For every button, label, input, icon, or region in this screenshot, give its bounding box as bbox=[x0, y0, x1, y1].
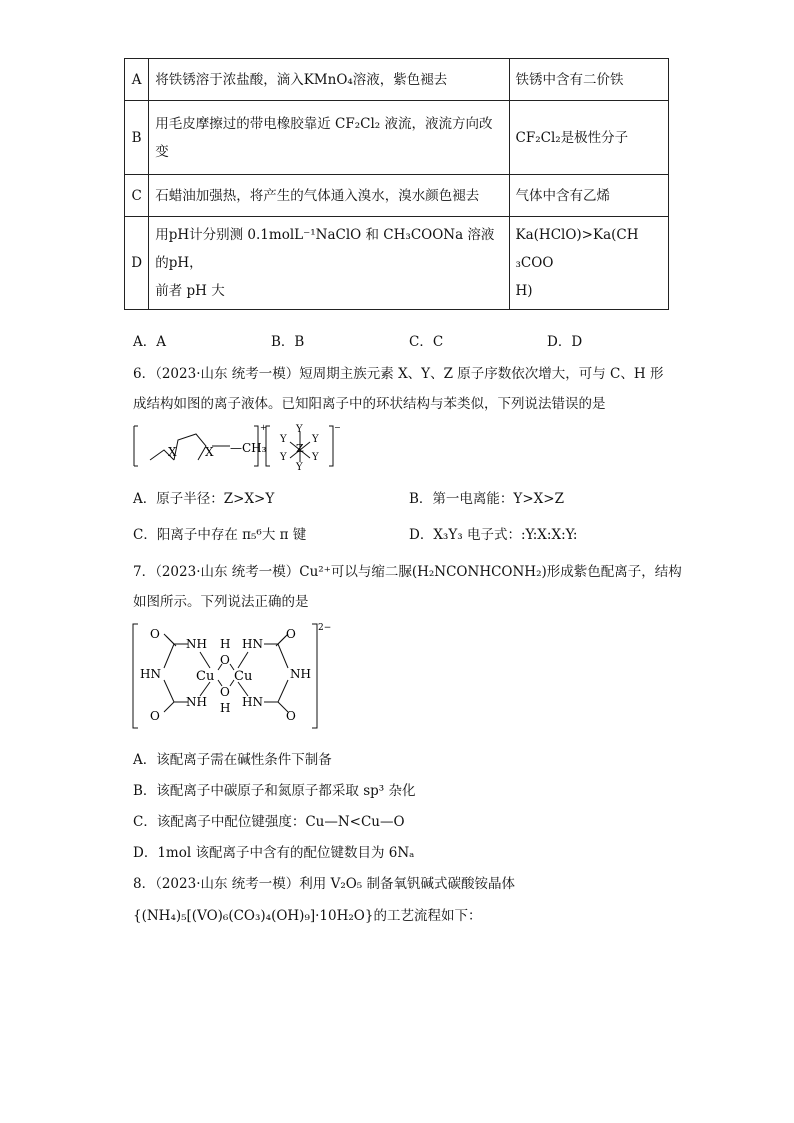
row-label: B bbox=[125, 101, 149, 175]
oxygen-atom: O bbox=[150, 627, 160, 641]
y-atom: Y bbox=[312, 434, 319, 445]
q8-stem-line1: 8．（2023·山东 统考一模）利用 V₂O₅ 制备氧钒碱式碳酸铵晶体 bbox=[133, 876, 516, 892]
conclusion-line: Ka(HClO)>Ka(CH ₃COO bbox=[515, 227, 639, 271]
experiment-line: 用pH计分别测 0.1molL⁻¹NaClO 和 CH₃COONa 溶液的pH， bbox=[155, 227, 495, 271]
x-atom: X bbox=[168, 445, 177, 459]
ionic-liquid-structure bbox=[130, 420, 340, 472]
experiment-cell: 将铁锈溶于浓盐酸，滴入KMnO₄溶液，紫色褪去 bbox=[149, 59, 509, 101]
complex-ion-structure bbox=[130, 620, 330, 732]
oxygen-atom: O bbox=[220, 685, 230, 699]
nh-group: NH bbox=[186, 637, 207, 651]
choice-c: C．C bbox=[409, 334, 444, 350]
q8-stem-line2: {(NH₄)₅[(VO)₆(CO₃)₄(OH)₉]·10H₂O}的工艺流程如下： bbox=[133, 908, 482, 924]
z-atom: Z bbox=[296, 442, 304, 455]
q7-stem-line2: 如图所示。下列说法正确的是 bbox=[133, 594, 309, 610]
q6-option-a: A．原子半径：Z>X>Y bbox=[133, 491, 275, 507]
experiment-line: 用毛皮摩擦过的带电橡胶靠近 CF₂Cl₂ 液流，液流方向改 bbox=[155, 115, 493, 132]
experiment-cell: 石蜡油加强热，将产生的气体通入溴水，溴水颜色褪去 bbox=[149, 175, 509, 217]
conclusion-cell: 铁锈中含有二价铁 bbox=[509, 59, 668, 101]
row-label: D bbox=[125, 217, 149, 310]
copper-atom: Cu bbox=[196, 669, 215, 684]
conclusion-line: H) bbox=[515, 283, 533, 299]
hydrogen-atom: H bbox=[220, 701, 231, 715]
table-row bbox=[125, 59, 669, 101]
q6-stem-line1: 6．（2023·山东 统考一模）短周期主族元素 X、Y、Z 原子序数依次增大，可与 C、H 形 bbox=[133, 366, 664, 382]
conclusion-cell: CF₂Cl₂是极性分子 bbox=[509, 101, 668, 175]
ion-charge: 2− bbox=[318, 623, 332, 633]
row-label: C bbox=[125, 175, 149, 217]
q7-option-c: C．该配离子中配位键强度：Cu—N<Cu—O bbox=[133, 814, 405, 830]
hydrogen-atom: H bbox=[220, 637, 231, 651]
choice-b: B．B bbox=[271, 334, 305, 350]
table-row bbox=[125, 175, 669, 217]
choice-a: A．A bbox=[133, 334, 166, 350]
experiment-cell bbox=[149, 101, 509, 175]
copper-atom: Cu bbox=[234, 669, 253, 684]
q6-option-d: D．X₃Y₃ 电子式：:Y:X:X:Y: bbox=[409, 527, 578, 543]
conclusion-cell: 气体中含有乙烯 bbox=[509, 175, 668, 217]
options-table bbox=[124, 58, 669, 310]
q6-option-c: C．阳离子中存在 π₅⁶大 π 键 bbox=[133, 527, 307, 543]
nh-group: NH bbox=[186, 695, 207, 709]
q7-stem-line1: 7．（2023·山东 统考一模）Cu²⁺可以与缩二脲(H₂NCONHCONH₂)形成紫色配离子，结构 bbox=[133, 564, 682, 580]
experiment-line: 变 bbox=[155, 143, 169, 160]
cation-charge: + bbox=[260, 423, 267, 432]
table-row bbox=[125, 217, 669, 310]
oxygen-atom: O bbox=[220, 653, 230, 667]
table-row bbox=[125, 101, 669, 175]
q6-option-b: B．第一电离能：Y>X>Z bbox=[409, 491, 564, 507]
oxygen-atom: O bbox=[286, 709, 296, 723]
choice-d: D．D bbox=[547, 334, 583, 350]
conclusion-cell bbox=[509, 217, 668, 310]
hn-group: HN bbox=[242, 695, 263, 709]
anion-charge: − bbox=[334, 423, 341, 432]
experiment-line: 前者 pH 大 bbox=[155, 283, 225, 299]
q7-option-b: B．该配离子中碳原子和氮原子都采取 sp³ 杂化 bbox=[133, 783, 416, 799]
oxygen-atom: O bbox=[286, 627, 296, 641]
y-atom: Y bbox=[312, 452, 319, 463]
row-label: A bbox=[125, 59, 149, 101]
methyl-group: —CH₃ bbox=[230, 441, 267, 455]
y-atom: Y bbox=[296, 462, 303, 473]
y-atom: Y bbox=[280, 434, 287, 445]
experiment-cell bbox=[149, 217, 509, 310]
nh-group: NH bbox=[290, 667, 311, 681]
x-atom: X bbox=[205, 445, 214, 459]
hn-group: HN bbox=[242, 637, 263, 651]
y-atom: Y bbox=[280, 452, 287, 463]
q6-stem-line2: 成结构如图的离子液体。已知阳离子中的环状结构与苯类似，下列说法错误的是 bbox=[133, 396, 606, 412]
hn-group: HN bbox=[140, 667, 161, 681]
q7-option-d: D．1mol 该配离子中含有的配位键数目为 6Nₐ bbox=[133, 845, 415, 861]
q7-option-a: A．该配离子需在碱性条件下制备 bbox=[133, 752, 332, 768]
y-atom: Y bbox=[296, 424, 303, 435]
oxygen-atom: O bbox=[150, 709, 160, 723]
